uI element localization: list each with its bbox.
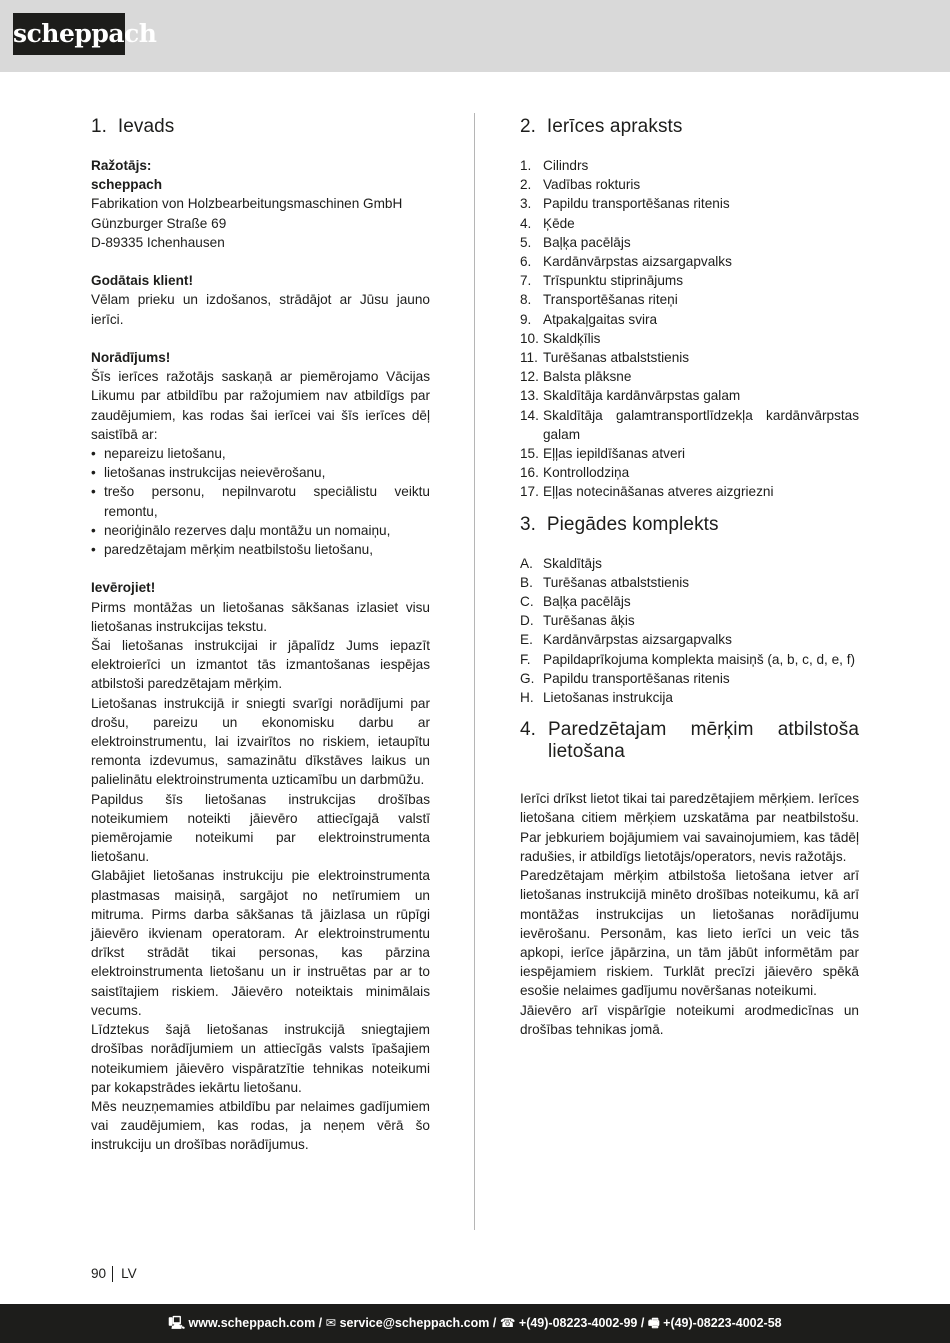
attention-paragraph: Glabājiet lietošanas instrukciju pie elektroinstrumenta plastmasas maisiņā, sargājot no netīrumiem un mitruma. Pirms darba sākšanas tā jāizlasa un rūpīgi jāievēro ikvienam operatoram. Ar elektroinstrumentu drīkst strādāt tikai personas, kas pārzina elektroinstrumenta lietošanu un ir instruētas par ar to saistītajiem riskiem. Jāievēro noteiktais minimālais vecums. [91,868,430,1018]
left-column [91,116,430,1155]
section-2-heading [520,116,859,138]
intended-use-paragraph: Jāievēro arī vispārīgie noteikumi arodmedicīnas un drošības tehnikas jomā. [520,1002,859,1037]
list-item: B. Turēšanas atbalststienis [520,574,690,590]
dear-customer-text: Vēlam prieku un izdošanos, strādājot ar Jūsu jauno ierīci. [91,292,430,327]
list-item: 8. Transportēšanas riteņi [520,292,678,308]
language-code: LV [121,1266,137,1281]
attention-paragraph: Pirms montāžas un lietošanas sākšanas izlasiet visu lietošanas instrukcijas tekstu. [91,599,430,634]
section-4-title: Paredzētajam mērķim atbilstoša lietošana [548,719,859,763]
contact-separator: / [492,1316,497,1330]
list-item: 9. Atpakaļgaitas svira [520,311,658,327]
note-text: Šīs ierīces ražotājs saskaņā ar piemērojamo Vācijas Likumu par atbildību par ražojumiem nav atbildīgs par zaudējumiem, kas rodas šai ierīcei vai šīs ierīces dēļ saistībā ar: [91,369,430,442]
list-item: C. Baļķa pacēlājs [520,594,631,610]
list-item: • nepareizu lietošanu, [91,444,430,463]
attention-paragraph: Papildus šīs lietošanas instrukcijas drošības noteikumiem noteikti jāievēro attiecīgajā valstī piemērojamie noteikumi par elektroinstrumenta lietošanu. [91,791,430,865]
computer-icon: 🖳 [168,1316,186,1330]
attention-label: Ievērojiet! [91,580,156,596]
list-item: • neoriģinālo rezerves daļu montāžu un nomaiņu, [91,521,430,540]
list-item: 1. Cilindrs [520,158,589,173]
right-column [520,116,859,1039]
attention-paragraph: Mēs neuzņemamies atbildību par nelaimes gadījumiem vai zaudējumiem, kas rodas, ja neņem vērā šo instrukciju un drošības norādījumus. [91,1098,430,1153]
contact-separator: / [318,1316,323,1330]
list-item: F. Papildaprīkojuma komplekta maisiņš (a, b, c, d, e, f) [520,651,856,667]
delivery-contents-list [520,554,859,708]
list-item: 15. Eļļas iepildīšanas atveri [520,446,686,462]
scheppach-logo: scheppach [13,13,125,55]
page-footer [91,1264,137,1283]
attention-paragraph: Līdztekus šajā lietošanas instrukcijā sniegtajiem drošības norādījumiem un attiecīgās valsts īpašajiem noteikumiem jāievēro vispāratzītie tehnikas noteikumi par kokapstrādes iekārtu lietošanu. [91,1022,430,1095]
liability-list [91,444,430,559]
list-item: 12. Balsta plāksne [520,369,632,385]
fax-icon: 🖷 [647,1316,660,1330]
intended-use-paragraph: Ierīci drīkst lietot tikai tai paredzētajiem mērķiem. Ierīces lietošana citiem mērķiem uzskatāma par neatbilstošu. Par jebkuriem bojājumiem vai savainojumiem, kas tādēļ radušies, ir atbildīgs lietotājs/operators, nevis ražotājs. [520,791,859,864]
phone-icon: ☎ [499,1316,516,1330]
note-label: Norādījums! [91,350,171,365]
header-bar [0,0,950,72]
section-3-title: Piegādes komplekts [546,513,719,535]
phone-number: +(49)-08223-4002-99 [518,1316,638,1330]
section-1-heading [91,116,430,138]
section-2-title: Ierīces apraksts [546,116,683,137]
list-item: 3. Papildu transportēšanas ritenis [520,196,730,212]
list-item: A. Skaldītājs [520,555,602,571]
page-number: 90 [91,1266,107,1281]
dear-customer-label: Godātais klient! [91,273,193,289]
list-item: 2. Vadības rokturis [520,177,641,193]
list-item: 14. Skaldītāja galamtransportlīdzekļa kardānvārpstas galam [520,407,859,442]
contact-separator: / [640,1316,645,1330]
section-1-number: 1. [91,116,108,137]
section-3-heading [520,514,859,536]
attention-paragraph: Lietošanas instrukcijā ir sniegti svarīgi norādījumi par drošu, pareizu un ekonomisku darbu ar elektroinstrumentu, lai izvairītos no riskiem, ietaupītu remonta izdevumus, samazinātu dīkstāves laikus un palielinātu elektroinstrumenta uzticamību un darbmūžu. [91,695,430,788]
list-item: • lietošanas instrukcijas neievērošanu, [91,463,430,482]
fax-number: +(49)-08223-4002-58 [663,1316,782,1330]
list-item: 7. Trīspunktu stiprinājums [520,273,684,289]
list-item: G. Papildu transportēšanas ritenis [520,670,730,686]
list-item: 5. Baļķa pacēlājs [520,234,631,250]
list-item: 4. Ķēde [520,215,575,231]
attention-paragraph: Šai lietošanas instrukcijai ir jāpalīdz Jums iepazīt elektroierīci un izmantot tās izmantošanas iespējas atbilstoši paredzētajam mērķim. [91,638,430,692]
email-link[interactable]: service@scheppach.com [339,1316,490,1330]
website-link[interactable]: www.scheppach.com [188,1316,316,1330]
list-item: 11. Turēšanas atbalststienis [520,350,690,366]
list-item: D. Turēšanas āķis [520,613,635,629]
mail-icon: ✉ [325,1316,337,1330]
contact-bar [0,1304,950,1343]
device-description-list [520,156,859,502]
section-4-heading [520,719,859,763]
list-item: • paredzētajam mērķim neatbilstošu lietošanu, [91,540,430,559]
manufacturer-label: Ražotājs: [91,158,152,173]
manufacturer-company: Fabrikation von Holzbearbeitungsmaschinen GmbH [91,196,403,212]
list-item: E. Kardānvārpstas aizsargapvalks [520,632,732,648]
section-1-title: Ievads [117,116,175,137]
section-3-number: 3. [520,513,537,535]
section-2-number: 2. [520,116,537,137]
list-item: 13. Skaldītāja kardānvārpstas galam [520,388,741,404]
column-divider [474,113,475,1230]
manufacturer-city: D-89335 Ichenhausen [91,234,225,250]
footer-divider [112,1266,113,1282]
list-item: • trešo personu, nepilnvarotu speciālistu veiktu remontu, [91,482,430,520]
list-item: 17. Eļļas notecināšanas atveres aizgriezni [520,484,774,500]
list-item: 16. Kontrollodziņa [520,465,630,481]
list-item: H. Lietošanas instrukcija [520,690,673,706]
section-4-number: 4. [520,719,537,741]
list-item: 10. Skaldķīlis [520,330,601,346]
manufacturer-name: scheppach [91,177,163,193]
list-item: 6. Kardānvārpstas aizsargapvalks [520,254,732,270]
manufacturer-street: Günzburger Straße 69 [91,215,227,231]
intended-use-paragraph: Paredzētajam mērķim atbilstoša lietošana ietver arī lietošanas instrukcijā minēto drošības noteikumu, kā arī montāžas instrukcijas un lietošanas norādījumu ievērošanu. Personām, kas lieto ierīci un veic tās apkopi, ierīce jāpārzina, un tām jābūt informētām par iespējamiem riskiem. Turklāt precīzi jāievēro spēkā esošie nelaimes gadījumu novēršanas noteikumi. [520,868,859,999]
